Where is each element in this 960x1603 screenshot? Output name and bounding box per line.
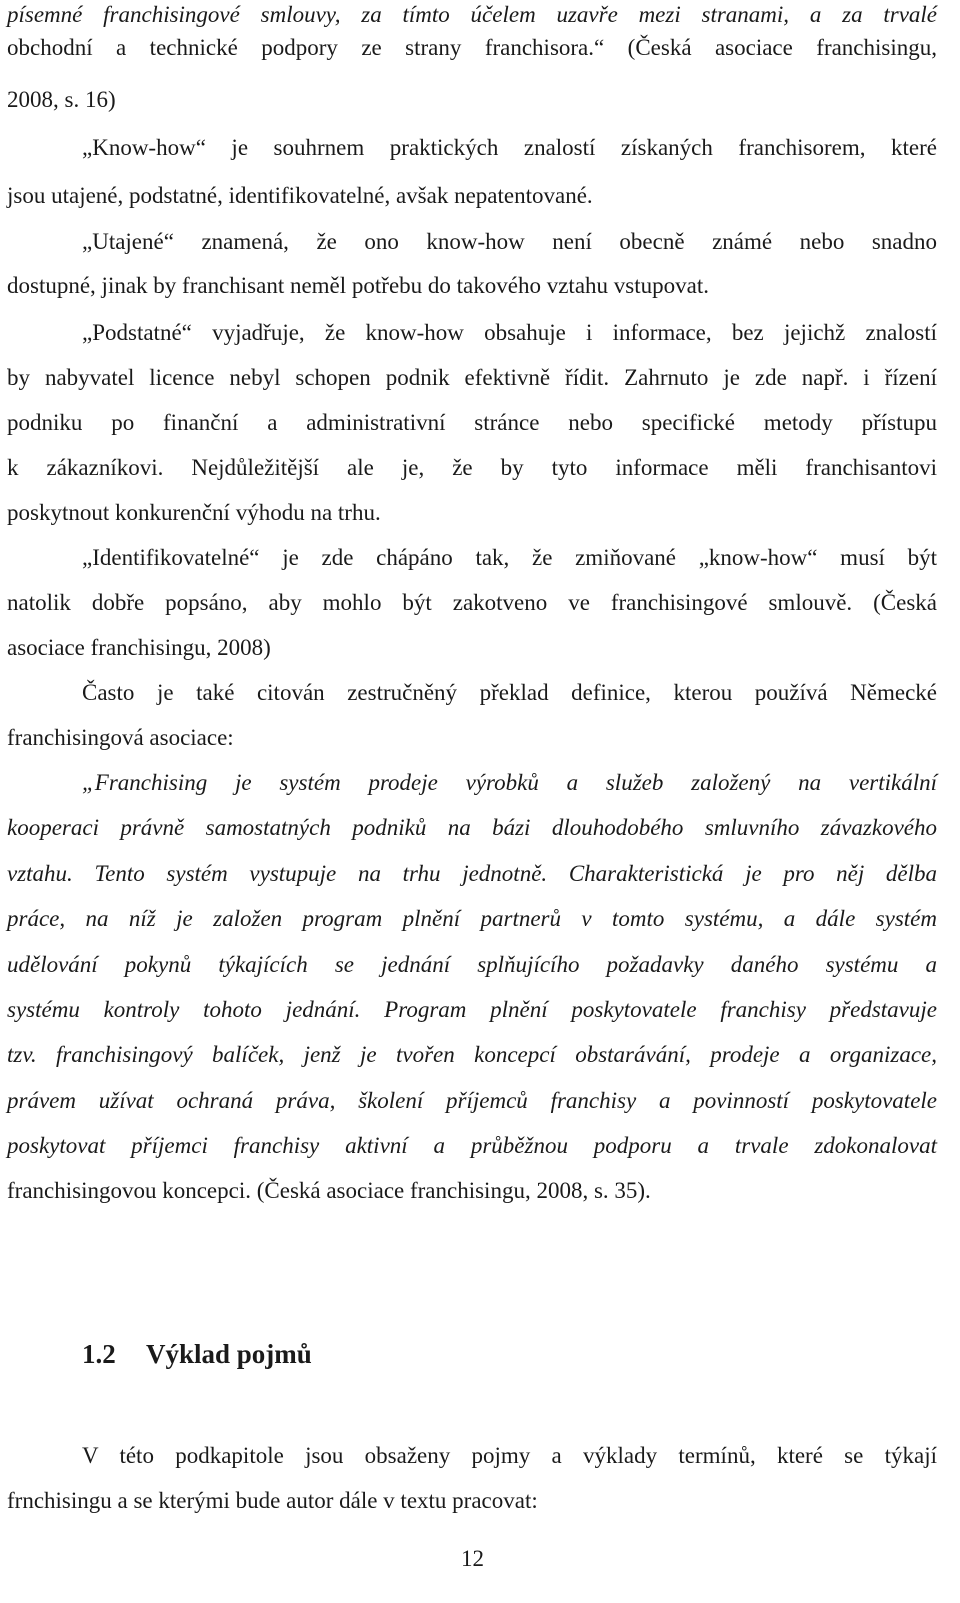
text-line: franchisingová asociace: xyxy=(7,725,234,750)
text-line: 2008, s. 16) xyxy=(7,87,116,112)
text-line: dostupné, jinak by franchisant neměl potřebu do takového vztahu vstupovat. xyxy=(7,273,709,298)
page-number: 12 xyxy=(461,1546,484,1571)
text-line: práce, na níž je založen program plnění partnerů v tomto systému, a dále systém xyxy=(7,906,937,931)
text-line: by nabyvatel licence nebyl schopen podnik efektivně řídit. Zahrnuto je zde např. i řízení xyxy=(7,365,937,390)
text-line: „Franchising je systém prodeje výrobků a služeb založený na vertikální xyxy=(82,770,937,795)
text-line: „Utajené“ znamená, že ono know-how není obecně známé nebo snadno xyxy=(82,229,937,254)
text-line: systému kontroly tohoto jednání. Program plnění poskytovatele franchisy představuje xyxy=(7,997,937,1022)
text-line: kooperaci právně samostatných podniků na bázi dlouhodobého smluvního závazkového xyxy=(7,815,937,840)
text-line: „Know-how“ je souhrnem praktických znalostí získaných franchisorem, které xyxy=(82,135,937,160)
section-title: Výklad pojmů xyxy=(146,1339,312,1369)
text-line: asociace franchisingu, 2008) xyxy=(7,635,271,660)
text-line: natolik dobře popsáno, aby mohlo být zakotveno ve franchisingové smlouvě. (Česká xyxy=(7,590,937,615)
text-line: poskytnout konkurenční výhodu na trhu. xyxy=(7,500,381,525)
text-line: V této podkapitole jsou obsaženy pojmy a výklady termínů, které se týkají xyxy=(82,1443,937,1468)
text-line: písemné franchisingové smlouvy, za tímto účelem uzavře mezi stranami, a za trvalé xyxy=(7,2,937,27)
text-line: podniku po finanční a administrativní stránce nebo specifické metody přístupu xyxy=(7,410,937,435)
text-line: „Identifikovatelné“ je zde chápáno tak, že zmiňované „know-how“ musí být xyxy=(82,545,937,570)
text-line: frnchisingu a se kterými bude autor dále v textu pracovat: xyxy=(7,1488,538,1513)
text-line: „Podstatné“ vyjadřuje, že know-how obsahuje i informace, bez jejichž znalostí xyxy=(82,320,937,345)
text-line: tzv. franchisingový balíček, jenž je tvořen koncepcí obstarávání, prodeje a organizace, xyxy=(7,1042,937,1067)
text-line: k zákazníkovi. Nejdůležitější ale je, že by tyto informace měli franchisantovi xyxy=(7,455,937,480)
text-line: poskytovat příjemci franchisy aktivní a průběžnou podporu a trvale zdokonalovat xyxy=(7,1133,937,1158)
text-line: Často je také citován zestručněný překlad definice, kterou používá Německé xyxy=(82,680,937,705)
section-heading xyxy=(82,1338,312,1370)
text-line: vztahu. Tento systém vystupuje na trhu jednotně. Charakteristická je pro něj dělba xyxy=(7,861,937,886)
text-line: obchodní a technické podpory ze strany franchisora.“ (Česká asociace franchisingu, xyxy=(7,35,937,60)
text-line: jsou utajené, podstatné, identifikovatelné, avšak nepatentované. xyxy=(7,183,593,208)
text-line: franchisingovou koncepci. (Česká asociace franchisingu, 2008, s. 35). xyxy=(7,1178,651,1203)
text-line: udělování pokynů týkajících se jednání splňujícího požadavky daného systému a xyxy=(7,952,937,977)
section-number: 1.2 xyxy=(82,1339,116,1369)
text-line: právem užívat ochraná práva, školení příjemců franchisy a povinností poskytovatele xyxy=(7,1088,937,1113)
